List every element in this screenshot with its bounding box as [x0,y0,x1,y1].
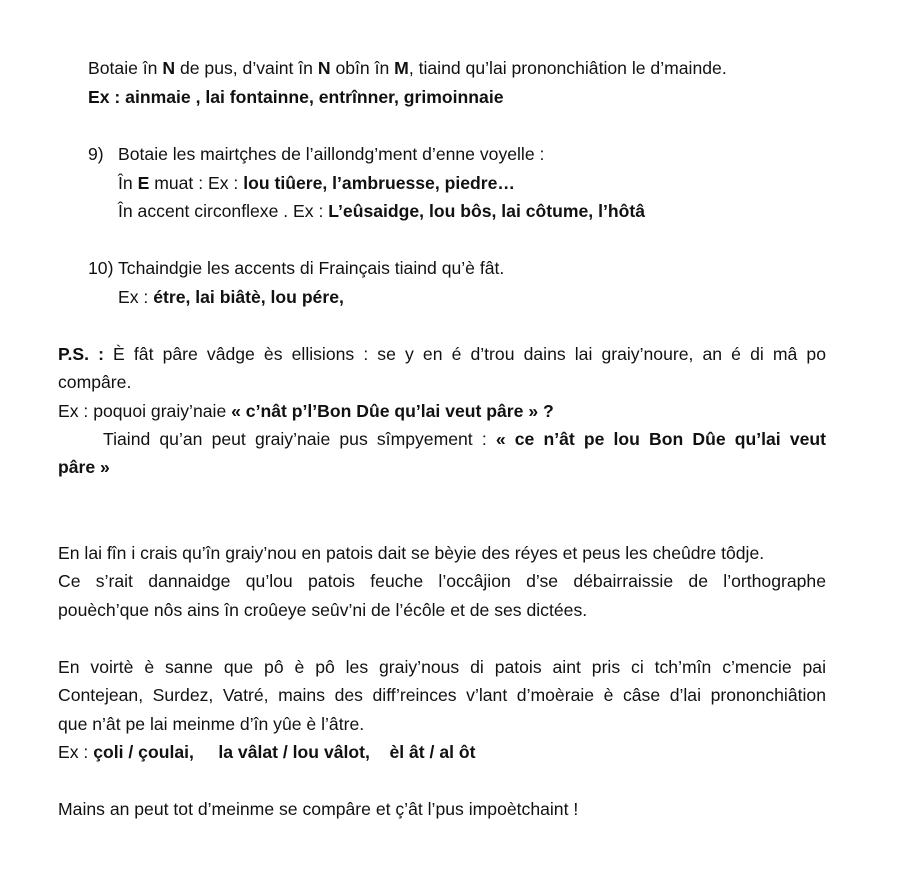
item9-sub2 [118,197,645,226]
block1-line2 [88,83,504,112]
para2-line4 [58,738,475,767]
item-number: 9) [88,144,104,164]
bold-letter: N [162,58,176,78]
para2-line3: que n’ât pe lai meinme d’în yûe è l’âtre. [58,714,365,734]
text-segment: muat : Ex : [149,173,244,193]
example-words: çoli / çoulai, la vâlat / lou vâlot, èl ât / al ôt [93,742,476,762]
para2-line2: Contejean, Surdez, Vatré, mains des diff’reinces v’lant d’moèraie è câse d’lai prononchiâtion [58,685,826,705]
ps-line1 [58,340,826,369]
ps-line2: compâre. [58,372,132,392]
block1-line1 [88,54,727,83]
text-segment: obîn în [330,58,395,78]
example-words: ainmaie , lai fontainne, entrînner, grimoinnaie [125,87,504,107]
text-segment: Botaie în [88,58,163,78]
para1-line1: En lai fîn i crais qu’în graiy’nou en patois dait se bèyie des réyes et peus les cheûdre tôdje. [58,543,765,563]
ps-line5 [58,453,110,482]
item-text: Botaie les mairtçhes de l’aillondg’ment d’enne voyelle : [118,144,545,164]
ps-line3 [58,397,554,426]
quote-text: « c’nât p’l’Bon Dûe qu’lai veut pâre » ? [231,401,554,421]
text-segment: Tiaind qu’an peut graiy’naie pus sîmpyement : [103,429,496,449]
quote-text: pâre » [58,457,110,477]
text-segment: Ex : [58,742,94,762]
example-words: lou tiûere, l’ambruesse, piedre… [243,173,515,193]
para2-line1: En voirtè è sanne que pô è pô les graiy’nous di patois aint pris ci tch’mîn c’mencie pai [58,657,826,677]
para1-line2: Ce s’rait dannaidge qu’lou patois feuche l’occâjion d’se débairraissie de l’orthographe [58,571,826,591]
para1-line3: pouèch’que nôs ains în croûeye seûv’ni de l’écôle et de ses dictées. [58,600,588,620]
example-words: étre, lai biâtè, lou pére, [153,287,344,307]
item-text: Tchaindgie les accents di Frainçais tiaind qu’è fât. [118,258,505,278]
text-segment: È fât pâre vâdge ès ellisions : se y en é d’trou dains lai graiy’noure, an é di mâ po [103,344,826,364]
item10-line [88,254,505,283]
item-number: 10) [88,258,114,278]
text-segment: În accent circonflexe . Ex : [118,201,329,221]
bold-letter: E [137,173,150,193]
item9-sub1 [118,169,515,198]
text-segment: de pus, d’vaint în [175,58,318,78]
example-prefix: Ex : [88,87,126,107]
item9-line [88,140,545,169]
text-segment: În [118,173,138,193]
item10-sub1 [118,283,344,312]
ps-line4 [103,425,826,454]
text-segment: Ex : [118,287,154,307]
quote-text: « ce n’ât pe lou Bon Dûe qu’lai veut [495,429,827,449]
text-segment: Ex : poquoi graiy’naie [58,401,232,421]
text-segment: , tiaind qu’lai prononchiâtion le d’mainde. [408,58,727,78]
bold-letter: M [394,58,409,78]
ps-label: P.S. : [58,344,104,364]
example-words: L’eûsaidge, lou bôs, lai côtume, l’hôtâ [328,201,645,221]
bold-letter: N [317,58,331,78]
closing-line: Mains an peut tot d’meinme se compâre et ç’ât l’pus impoètchaint ! [58,799,579,819]
